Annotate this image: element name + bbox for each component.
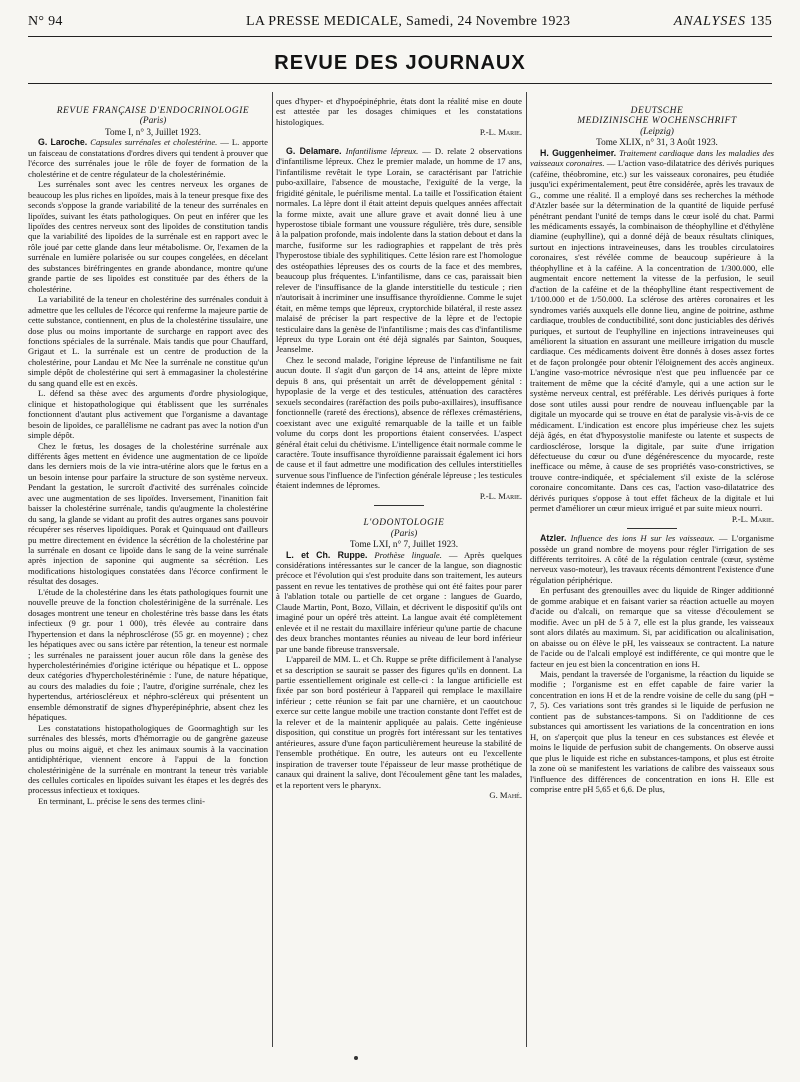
separator (374, 505, 424, 506)
paragraph: Les surrénales sont avec les centres nerveux les organes de beaucoup les plus riches en lipoïdes, mais à la teneur presque fixe des seconds s'oppose la grande variabilité de la teneur des surrénales en lipoïdes, suivant les états pathologiques. On peut en inférer que les lipoïdes des centres nerveux sont des lipoïdes de constitution tandis que la variabilité des lipoïdes de la surrénale est en rapport avec le rôle joué par cette glande dans leur métabolisme. Or, l'examen de la surrénale en lumière polarisée ou sur coupes congelées, en décelant des substances biréfringentes en grande abondance, montre qu'une grande partie de ses lipoïdes est constituée par des éthers de la cholestérine. (28, 179, 268, 294)
article-author: G. Delamare. (286, 145, 342, 156)
column-divider (272, 92, 273, 1047)
journal-city: (Paris) (139, 116, 167, 127)
signature: G. Mahé. (489, 790, 522, 800)
article-lead (530, 148, 774, 514)
paragraph: En terminant, L. précise le sens des termes clini- (38, 795, 206, 806)
paragraph: Mais, pendant la traversée de l'organisme, la réaction du liquide se modifie ; l'organisme est en effet capable de faire varier la concentration en ions H et de la rendre voisine de celle du sang (pH = 7, 5). Ces variations sont très grandes si le liquide de perfusion ne contient pas de substances-tampons. Si on l'additionne de ces substances qui amortissent les variations de la concentration en ions H, on s'aperçoit que plus la teneur en ces substances est élevée et moins le liquide de perfusion subit de changements. On observe aussi que plus le liquide est riche en substances-tampons, et plus est étroite la zone où se manifestent les variations de calibre des vaisseaux sous l'influence des différences de concentration en ions H. Elle est comprise entre pH 5,65 et 6,6. De plus, (530, 669, 774, 794)
journal-name: DEUTSCHE (630, 106, 684, 116)
journal-city: (Paris) (390, 528, 418, 539)
article-title: Influence des ions H sur les vaisseaux. (570, 533, 715, 544)
article-lead (276, 550, 522, 655)
article-author: G. Laroche. (38, 137, 88, 148)
article-title: Traitement cardiaque dans les maladies des vaisseaux coronaires. (530, 147, 774, 169)
paragraph: L'appareil de MM. L. et Ch. Ruppe se prête difficilement à l'analyse et sa description se saurait se passer des figures qu'ils en donnent. La partie essentiellement originale est celle-ci : la langue artificielle est fixée par son bord postérieur à l'appareil qui remplace le maxillaire inférieur ; cette réunion se fait par une charnière, et un caoutchouc exerce sur cette langue mobile une traction constante dont l'effet est de la relever et de la maintenir appliquée au palais. Cette ingénieuse disposition, qui constitue un progrès fort intéressant sur les tentatives antérieures, assure d'une façon particulièrement heureuse la stabilité de l'ensemble prothétique. En outre, les auteurs ont eu l'excellente inspiration de traverser toute l'épaisseur de leur masse prothétique de canaux qui drainent la salive, dont l'écoulement gêne tant les malades, et la reportent vers le pharynx. (276, 654, 522, 790)
paragraph: En perfusant des grenouilles avec du liquide de Ringer additionné de gomme arabique et en faisant varier sa réaction actuelle au moyen d'acide ou d'alcali, on remarque que sa vitesse d'écoulement se modifie. Avec un pH de 5 à 7, elle est la plus grande, les vaisseaux sont alors dilatés au maximum. Si, par acidification ou alcalinisation, on abaisse ou on élève le pH, les vaisseaux se contractent. La nature de l'acide ou de l'alcali employé est indifférente, ce qui montre que le facteur en jeu est bien la concentration en ions H. (530, 585, 774, 669)
separator (627, 528, 677, 529)
paragraph: L. défend sa thèse avec des arguments d'ordre physiologique, clinique et histopathologique qui établissent que les surrénales fonctionnent d'autant plus activement que l'organisme a davantage besoin de lipoïdes, ce parallélisme ne cadrant pas avec la notion d'un simple dépôt. (28, 388, 268, 441)
article-text: — L. apporte un faisceau de constatations d'ordres divers qui tendent à prouver que l'écorce des surrénales joue le rôle de foyer de formation de la cholestérine et de centre régulateur de la cholestérinémie. (28, 137, 268, 179)
signature: P.-L. Marie. (479, 490, 522, 501)
journal-city: (Leipzig) (640, 126, 674, 137)
article-author: H. Guggenheimer. (540, 147, 617, 158)
title-rule (28, 83, 772, 84)
article-text: — Après quelques considérations intéressantes sur le cancer de la langue, son diagnostic précoce et l'évolution qui s'est produite dans son traitement, les auteurs passent en revue les tentatives de prothèse qui ont été faites pour parer à l'ablation totale ou partielle de cet organe : langues de Guardo, Claude Martin, Pont, Bozo, Villain, et décrivent le dispositif qu'ils ont imaginé pour un opéré très atteint. La langue avait été complètement enlevée et il ne restait du maxillaire inférieur qu'une partie de chacune des deux branches montantes réunies au niveau de leur bord inférieur par une bande fibreuse transversale. (276, 549, 522, 654)
paragraph: ques d'hyper- et d'hypoépinéphrie, états dont la réalité mise en doute est attestée par les dosages chimiques et les constatations histologiques. (276, 96, 522, 127)
journal-title: LA PRESSE MEDICALE, Samedi, 24 Novembre 1923 (246, 14, 571, 29)
journal-name: REVUE FRANÇAISE D'ENDOCRINOLOGIE (56, 106, 250, 116)
article-lead (530, 533, 774, 585)
paragraph: L'étude de la cholestérine dans les états pathologiques fournit une nouvelle preuve de la fonction cholestérinigène de la surrénale. Les dosages montrent une teneur en cholestérine très basse dans les états infectieux (9 gr. pour 1 000), très élevée au contraire dans l'hypertension et dans la néphrosclérose (55 gr. en moyenne) ; chez les hépatiques avec ou sans ictère par rétention, la teneur est normale ; les surrénales ne paraissent jouer aucun rôle dans la genèse des hypercholestérinémies d'origine ictérique ou hépatique et L. oppose deux catégories d'hypercholestérinémie : l'une, de nature hépatique, au cours des maladies du foie ; l'autre, d'origine surrénale, chez les hypertendus, artérioscléreux et néphro-scléreux qui présentent un ensemble démonstratif de signes d'hyperépinéphrie, absent chez les hépatiques. (28, 586, 268, 723)
article-title: Prothèse linguale. (374, 549, 442, 560)
column-1 (28, 96, 268, 806)
header-rule (28, 36, 772, 37)
paragraph: La variabilité de la teneur en cholestérine des surrénales conduit à admettre que les cellules de l'écorce qui renferme la majeure partie de cette substance, contiennent, en plus de la cholestérine tissulaire, une dose plus ou moins importante de surcharge en rapport avec des fonctions spéciales de la surrénale. Mais tandis que pour Chauffard, Grigaut et L. la surrénale est un centre de production de la cholestérine, pour Landau et Mc Nee la surrénale ne constitue qu'un simple dépôt de cholestérine qui sert à emmagasiner la cholestérine du sang quand elle est en excès. (28, 294, 268, 388)
article-title: Capsules surrénales et cholestérine. (90, 137, 218, 148)
journal-name-line2: MEDIZINISCHE WOCHENSCHRIFT (577, 116, 737, 127)
article-lead (276, 146, 522, 355)
article-text: — L'action vaso-dilatatrice des dérivés puriques (caféine, théobromine, etc.) sur les vaisseaux coronaires, peu étudiée jusqu'ici expérimentalement, peut être considérée, après les travaux de G., comme une réalité. Il a employé dans ses recherches la méthode d'Atzler basée sur la détermination de la quantité de liquide perfusé pénétrant pendant l'unité de temps dans le cœur isolé du chat. Parmi les médicaments essayés, la combinaison de théophylline et d'éthylène diamine (euphylline), qui a donné déjà de beaux résultats cliniques, surtout en injections intraveineuses, dans les troubles circulatoires coronaires, s'est révélée comme de beaucoup supérieure à la théophylline et à la caféine. A la concentration de 1/300.000, elle augmentait encore nettement la vitesse de la perfusion, le seuil d'action de la caféine et de la théophylline étant respectivement de 1/100.000 et de 1/50.000. La sclérose des artères coronaires et les syndromes variés auxquels elle donne lieu, angine de poitrine, asthme cardiaque, troubles de conductibilité, sont donc justiciables des dérivés puriques, et surtout de l'euphylline en injections intraveineuses qui améliorent la situation en assurant une meilleure irrigation du muscle cardiaque. Ces médicaments doivent être donnés à doses assez fortes et de façon prolongée pour obtenir l'éloignement des accès angineux. L'angine vaso-motrice névrosique n'est que peu influencée par ce traitement de même que la cécité d'amyle, qui a une action sur le système nerveux central, est préférable. Les dérivés puriques à forte dose sont utiles aussi pour rendre de nouveau influençable par la digitale un myocarde qui se trouve en état de paralysie vis-à-vis de ce médicament. L'indication est encore plus impérieuse chez les sujets déjà âgés, en état d'hyposystolie manifeste ou latente et suspects de cardiosclérose, lorsque la digitale, par suite d'une irrigation défectueuse du cœur ou d'une dégénérescence du myocarde, reste inefficace ou même, à cause de ses propriétés vaso-constrictives, se trouve contre-indiquée, et spécialement s'il existe de la sclérose coronaire concomitante. Dans ces cas, l'action vaso-dilatatrice des dérivés puriques s'oppose à tout effet fâcheux de la digitale et lui permet d'améliorer un cœur mieux irrigué et par suite mieux nourri. (530, 158, 774, 514)
article-text: — D. relate 2 observations d'infantilisme lépreux. Chez le premier malade, un homme de 17 ans, l'infantilisme revêtait le type Lorain, se caractérisant par l'atrichie pubo-axillaire, l'absence de moustache, l'exiguïté de la verge, la frigidité génitale, le puérilisme mental. La taille et l'ossification étaient normales. La lèpre dont il était atteint depuis quelques années affectait la forme mixte, avait une allure grave et avait donné lieu à une hyperostose tibiale formant une voussure régulière, très dure, sensible à la palpation profonde, mais indolente dans la station debout et dans la marche, fusiforme sur les radiographies et rappelant de très près l'hyperostose tibiale des syphilitiques. Cette lésion rare est l'homologue des ostéopathies lépreuses des os courts de la face et des membres, beaucoup plus fréquentes. L'infantilisme, dans ce cas, paraissait bien relever de l'insuffisance de la glande interstitielle du testicule ; rien n'autorisait à incriminer une insuffisance thyroïdienne. Comme le sujet était, en même temps que lépreux, cryptorchide bilatéral, il reste assez malaisé de préciser la part respective de la lèpre et de l'ectopie testiculaire dans la genèse de l'infantilisme ; mais des cas d'infantilisme lépreux du type Lorain ont été déjà signalés par Sainton, Souques, Jeanselme. (276, 145, 523, 355)
signature: P.-L. Marie. (479, 127, 522, 138)
page-dot (354, 1056, 358, 1060)
page-number: 135 (750, 14, 772, 29)
article-author: L. et Ch. Ruppe. (286, 549, 368, 560)
section-name: ANALYSES (673, 14, 746, 29)
article-text: — L'organisme possède un grand nombre de moyens pour régler l'irrigation de ses différents territoires. A côté de la régulation centrale (cœur, système nerveux vaso-moteur), les travaux récents démontrent l'existence d'une régulation périphérique. (530, 533, 774, 585)
issue-number: N° 94 (28, 14, 63, 29)
column-2 (276, 96, 522, 800)
page-title: REVUE DES JOURNAUX (274, 52, 526, 74)
journal-name: L'ODONTOLOGIE (363, 518, 445, 529)
article-author: Atzler. (540, 533, 567, 544)
article-title: Infantilisme lépreux. (345, 145, 419, 156)
journal-issue: Tome I, n° 3, Juillet 1923. (105, 126, 201, 137)
paragraph: Chez le second malade, l'origine lépreuse de l'infantilisme ne fait aucun doute. Il s'agit d'un garçon de 14 ans, atteint de lèpre mixte depuis 8 ans, qui présentait un arrêt de développement génital : hypoplasie de la verge et des testicules, atténuation des caractères sexuels secondaires (raréfaction des poils pubo-axillaires), insuffisance fonctionnelle (rareté des érections), absence de réflexes crémastériens, coexistant avec une exiguïté remarquable de la taille et un faible volume du corps dont les proportions étaient conservées. L'aspect général était celui du chétivisme. L'intelligence était normale comme le caractère. Toute insuffisance thyroïdienne paraissait également ici hors de cause et il faut admettre une modification des cellules interstitielles survenue sous l'influence de l'infection générale lépreuse ; les testicules étaient indemnes de lépromes. (276, 354, 522, 491)
signature: P.-L. Marie. (731, 513, 774, 524)
journal-issue: Tome XLIX, n° 31, 3 Août 1923. (596, 137, 718, 148)
column-3 (530, 96, 774, 794)
column-divider (526, 92, 527, 1047)
article-lead (28, 137, 268, 179)
page-header (28, 12, 772, 32)
paragraph: Les constatations histopathologiques de Goormaghtigh sur les surrénales des blessés, morts d'hémorragie ou de gangrène gazeuse plus ou moins aiguë, et chez les animaux soumis à la vaccination antidiphtérique, viennent encore à l'appui de la fonction cholestérinigène de la surrénale en montrant la teneur très variable des cellules corticales en lipoïdes suivant les étapes et les degrés des processus infectieux et toxiques. (28, 722, 268, 796)
paragraph: Chez le fœtus, les dosages de la cholestérine surrénale aux différents âges mettent en évidence une augmentation de ce lipoïde dans les derniers mois de la vie intra-utérine alors que le fœtus en a un besoin intense pour parfaire la structure de son système nerveux. Pendant la gestation, le surcroît d'activité des surrénales coïncide avec une augmentation de ses lipoïdes. Inversement, l'inanition fait baisser la cholestérine surrénale, tandis qu'augmente la cholestérine du sang, la glande se vidant au profit des autres organes sans pouvoir récupérer ses réserves lipoïdiques. Porak et Quinquaud ont d'ailleurs pu mettre directement en évidence la sécrétion de la cholestérine par la surrénale en dosant ce lipoïde dans le sang de la veine surrénale après injection de saponine qui augmente sa sécrétion. Les modifications histologiques constatées dans l'écorce confirment le résultat des dosages. (28, 440, 268, 587)
journal-issue: Tome LXI, n° 7, Juillet 1923. (349, 539, 459, 550)
